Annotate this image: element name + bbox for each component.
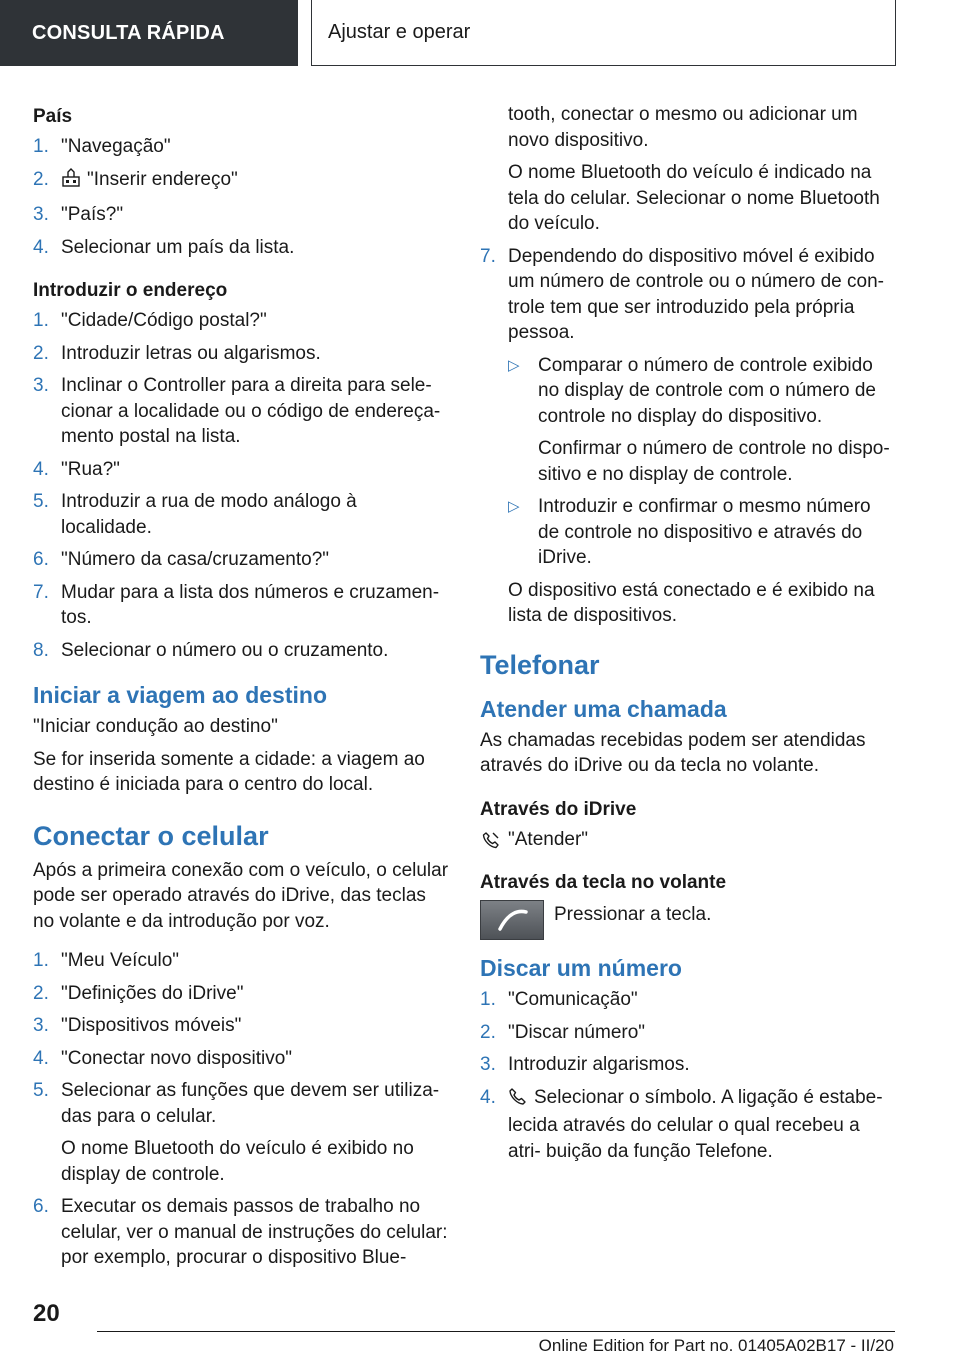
list-item <box>33 1046 451 1072</box>
step-text: Inclinar o Controller para a direita para sele‐ cionar a localidade ou o código de endereça‐ mento postal na lista. <box>61 375 441 447</box>
step-number: 4. <box>33 236 49 258</box>
page-header <box>0 0 960 66</box>
atender-heading: Atender uma chamada <box>480 695 727 722</box>
steering-wheel-phone-key-icon <box>480 900 544 940</box>
step-number: 4. <box>33 458 49 480</box>
step-number: 7. <box>33 581 49 603</box>
idrive-item-text: "Atender" <box>508 828 589 850</box>
discar-steps <box>480 987 896 1164</box>
list-item <box>33 489 451 540</box>
step-number: 7. <box>480 245 496 267</box>
step-number: 1. <box>33 950 49 971</box>
address-entry-icon <box>61 168 81 196</box>
step-number: 6. <box>33 1196 49 1217</box>
step-text: "Cidade/Código postal?" <box>61 310 267 331</box>
step-text: "Rua?" <box>61 458 120 480</box>
step-number: 3. <box>480 1054 496 1075</box>
edition-note: Online Edition for Part no. 01405A02B17 - II/20 <box>538 1336 894 1355</box>
viagem-heading: Iniciar a viagem ao destino <box>33 682 327 708</box>
list-item <box>33 341 451 367</box>
step-number: 6. <box>33 549 49 570</box>
list-item <box>33 457 451 483</box>
step-number: 4. <box>33 1047 49 1069</box>
step-number: 5. <box>33 1080 49 1101</box>
list-item <box>508 353 896 488</box>
triangle-bullet-icon: ▷ <box>508 498 520 515</box>
step-text: "Número da casa/cruzamento?" <box>61 549 330 570</box>
step-text: Selecionar um país da lista. <box>61 236 295 258</box>
step-text: Selecionar o número ou o cruzamento. <box>61 639 389 661</box>
celular-paragraph: Após a primeira conexão com o veículo, o celular pode ser operado através do iDrive, das teclas no volante e da introdução por voz. <box>33 859 449 932</box>
continuation-paragraph: tooth, conectar o mesmo ou adicionar um novo dispositivo. <box>508 104 858 151</box>
step-text: Introduzir a rua de modo análogo à localidade. <box>61 491 357 538</box>
list-item <box>33 981 451 1007</box>
endereco-steps <box>33 308 451 663</box>
triangle-bullet-icon: ▷ <box>508 356 520 374</box>
step-number: 2. <box>480 1021 496 1043</box>
pairing-steps <box>480 244 896 346</box>
list-item <box>33 1194 451 1271</box>
endereco-heading: Introduzir o endereço <box>33 280 228 301</box>
list-item <box>33 373 451 450</box>
step-continuation: O nome Bluetooth do veículo é exibido no display de controle. <box>61 1138 414 1185</box>
viagem-paragraph: Se for inserida somente a cidade: a viagem ao destino é iniciada para o centro do local. <box>33 748 425 795</box>
step-number: 2. <box>33 168 49 190</box>
step-text: Executar os demais passos de trabalho no celular, ver o manual de instruções do celular: por exemplo, procurar o dispositivo Blue‐ <box>61 1196 448 1268</box>
step-number: 3. <box>33 375 49 396</box>
step-number: 1. <box>33 310 49 331</box>
volante-item-text: Pressionar a tecla. <box>554 904 712 925</box>
pais-heading: País <box>33 106 73 127</box>
list-item <box>33 1078 451 1187</box>
bullet-text: Introduzir e confirmar o mesmo número de controle no dispositivo e através do iDrive. <box>538 496 871 568</box>
step-text: Dependendo do dispositivo móvel é exibido um número de controle ou o número de con‐ trole tem que ser introduzido pela própria pessoa. <box>508 245 884 343</box>
volante-item <box>480 900 896 940</box>
list-item <box>33 638 451 664</box>
idrive-item <box>480 827 896 853</box>
bullet-continuation: Confirmar o número de controle no dispo‐ sitivo e no display de controle. <box>538 438 890 485</box>
step-text: "Comunicação" <box>508 989 638 1010</box>
list-item <box>33 308 451 334</box>
discar-heading: Discar um número <box>480 955 682 981</box>
section-tab: CONSULTA RÁPIDA <box>0 0 298 66</box>
step-text: Selecionar as funções que devem ser utiliza‐ das para o celular. <box>61 1080 440 1127</box>
step-text: Introduzir letras ou algarismos. <box>61 342 321 364</box>
step-text: "Navegação" <box>61 136 171 157</box>
celular-heading: Conectar o celular <box>33 820 269 851</box>
step-number: 2. <box>33 982 49 1004</box>
list-item <box>480 1085 896 1165</box>
idrive-heading: Através do iDrive <box>480 798 637 820</box>
step-number: 4. <box>480 1086 496 1108</box>
list-item <box>480 987 896 1013</box>
list-item <box>33 547 451 573</box>
list-item <box>480 1020 896 1046</box>
right-column <box>480 102 896 1171</box>
footer-divider <box>97 1331 895 1332</box>
phone-handset-icon <box>482 831 500 857</box>
bullet-list <box>480 353 896 571</box>
connected-paragraph: O dispositivo está conectado e é exibido na lista de dispositivos. <box>508 579 875 626</box>
list-item <box>33 948 451 974</box>
list-item <box>480 244 896 346</box>
list-item <box>508 494 896 571</box>
volante-heading: Através da tecla no volante <box>480 872 727 893</box>
bluetooth-name-paragraph: O nome Bluetooth do veículo é indicado na tela do celular. Selecionar o nome Bluetooth do veículo. <box>508 162 880 234</box>
list-item <box>33 134 451 160</box>
step-text: "Discar número" <box>508 1021 646 1043</box>
list-item <box>33 235 451 261</box>
list-item <box>33 580 451 631</box>
step-text: "Definições do iDrive" <box>61 982 244 1004</box>
step-number: 1. <box>33 136 49 157</box>
list-item <box>33 202 451 228</box>
step-text: Selecionar o símbolo. A ligação é estabe‐ lecida através do celular o qual recebeu a atri‐ buição da função Telefone. <box>508 1086 883 1162</box>
left-column <box>33 100 451 1278</box>
telefonar-heading: Telefonar <box>480 649 600 680</box>
dial-phone-icon <box>508 1086 528 1114</box>
step-number: 2. <box>33 342 49 364</box>
step-text: "Dispositivos móveis" <box>61 1015 242 1036</box>
step-number: 5. <box>33 491 49 512</box>
step-text: "País?" <box>61 204 124 225</box>
step-text: Mudar para a lista dos números e cruzamen‐ tos. <box>61 581 440 628</box>
pais-steps <box>33 134 451 260</box>
step-number: 3. <box>33 204 49 225</box>
viagem-command: "Iniciar condução ao destino" <box>33 716 278 737</box>
step-text: Introduzir algarismos. <box>508 1054 690 1075</box>
list-item <box>480 1052 896 1078</box>
list-item <box>33 1013 451 1039</box>
step-number: 3. <box>33 1015 49 1036</box>
page-number: 20 <box>33 1300 60 1327</box>
step-number: 1. <box>480 989 496 1010</box>
list-item <box>33 167 451 196</box>
bullet-text: Comparar o número de controle exibido no display de controle com o número de controle no display do dispositivo. <box>538 354 876 427</box>
step-text: "Conectar novo dispositivo" <box>61 1047 293 1069</box>
chapter-tab: Ajustar e operar <box>311 0 896 66</box>
step-text: "Inserir endereço" <box>87 168 238 190</box>
step-text: "Meu Veículo" <box>61 950 180 971</box>
atender-paragraph: As chamadas recebidas podem ser atendidas através do iDrive ou da tecla no volante. <box>480 729 866 776</box>
celular-steps <box>33 948 451 1271</box>
step-number: 8. <box>33 639 49 661</box>
